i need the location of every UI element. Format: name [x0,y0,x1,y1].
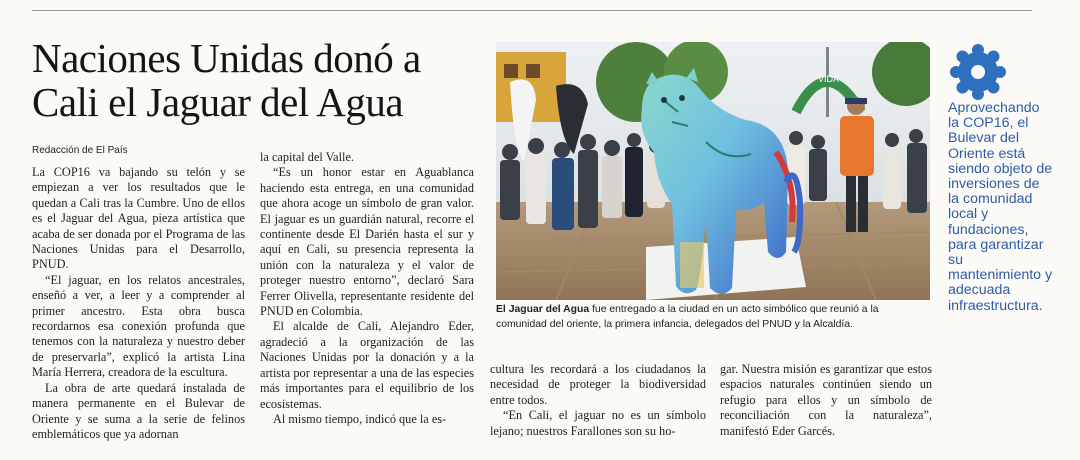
paragraph: la capital del Valle. [260,150,355,164]
paragraph: “En Cali, el jaguar no es un símbolo lejano; nuestros Farallones son su ho- [490,408,706,438]
byline: Redacción de El País [32,145,128,156]
caption-bold: El Jaguar del Agua [496,304,590,315]
article-column-4 [720,362,932,439]
article-column-3 [490,362,706,439]
paragraph: gar. Nuestra misión es garantizar que estos espacios naturales continúen siendo un refugio para ellos y un símbolo de reconciliación con la naturaleza”, manifestó Eder Garcés. [720,362,932,438]
paragraph: “El jaguar, en los relatos ancestrales, enseñó a ver, a leer y a comprender al primer ancestro. Esta obra busca recordarnos esa conexión profunda que tenemos con la naturaleza y nuestro deber de preservarla”, explicó la artista Lina María Herrera, creadora de la escultura. [32,272,245,380]
paragraph: El alcalde de Cali, Alejandro Eder, agradeció a la organización de las Naciones Unidas por la donación y a la artista por representar a una de las especies más importantes para el equilibrio de los ecosistemas. [260,319,474,411]
paragraph: La COP16 va bajando su telón y se empiezan a ver los resultados que le quedan a Cali tras la Cumbre. Uno de ellos es el Jaguar del Agua, pieza artística que acaba de ser donada por el Programa de las Naciones Unidas para el Desarrollo, PNUD. [32,165,245,272]
article-column-2 [260,150,474,427]
caption-text: fue entregado a la ciudad en un acto simbólico que reunió a la comunidad del oriente, la primera infancia, delegados del PNUD y la Alcaldía. [496,304,879,330]
paragraph: Al mismo tiempo, indicó que la es- [273,411,447,426]
article-column-1 [32,165,245,442]
photo-caption [496,303,932,332]
paragraph: “Es un honor estar en Aguablanca haciendo esta entrega, en una comunidad que ahora acoge un símbolo de gran valor. El jaguar es un guardián natural, recorre el continente desde El Darién hasta el sur y aquí en Cali, su presencia representa la unión con la naturaleza y el valor de proteger nuestro entorno”, declaró Sara Ferrer Olivella, representante residente del PNUD en Colombia. [260,165,474,319]
sidebar-note: Aprovechando la COP16, el Bulevar del Oriente está siendo objeto de inversiones de la comunidad local y fundaciones, para garantizar su mantenimiento y adecuada infraestructura. [948,100,1053,314]
paragraph: La obra de arte quedará instalada de manera permanente en el Bulevar de Oriente y se suma a la serie de felinos emblemáticos que ya adornan [32,380,245,441]
cop16-flower-icon [950,44,1006,100]
arch-sign-text: VIDA [818,74,840,84]
top-rule [32,10,1032,11]
jaguar-photo [496,42,930,300]
photo-illustration [496,42,930,300]
headline: Naciones Unidas donó a Cali el Jaguar del Agua [32,35,421,125]
paragraph: cultura les recordará a los ciudadanos la necesidad de proteger la biodiversidad entre todos. [490,362,706,407]
